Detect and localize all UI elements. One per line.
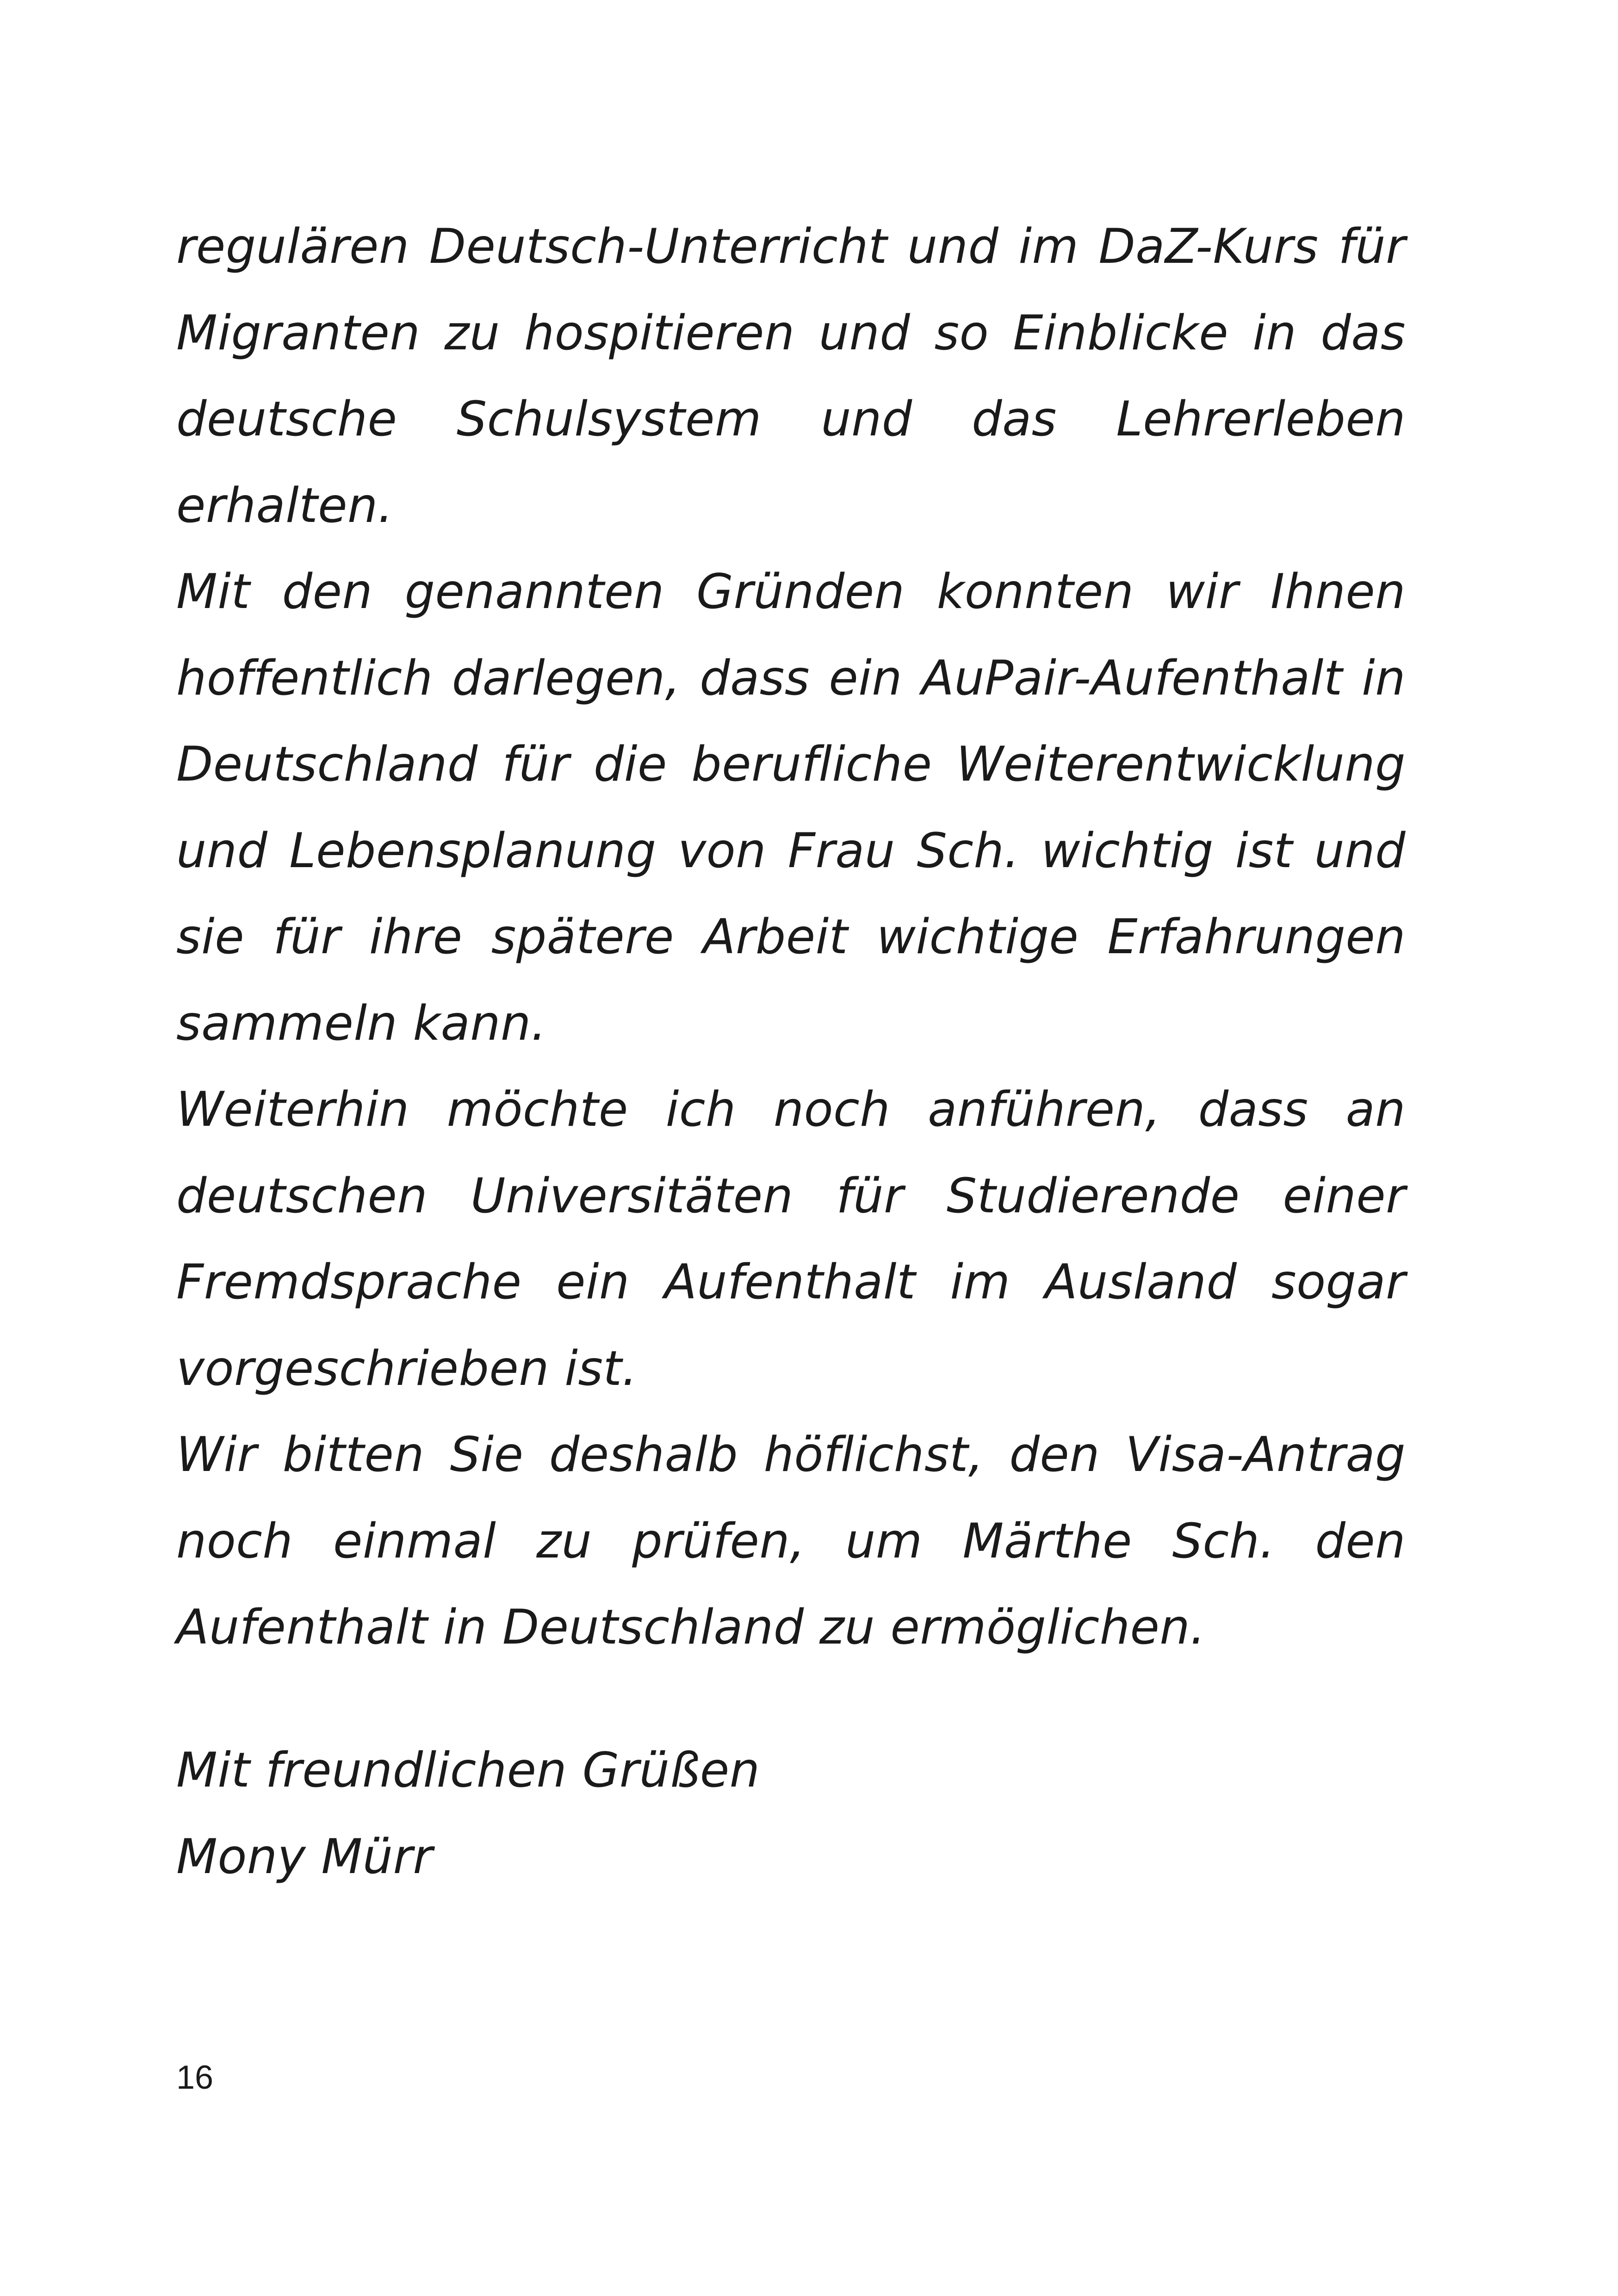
letter-body [176,204,1406,1671]
paragraph-reasons: Mit den genannten Gründen konnten wir Ihnen hoffentlich darlegen, dass ein AuPair-Aufenthalt in Deutschland für die berufliche Weiterentwicklung und Lebensplanung von Frau Sch. wichtig ist und sie für ihre spätere Arbeit wichtige Erfahrungen sammeln kann. [176,564,1406,1051]
signature-name: Mony Mürr [176,1829,433,1885]
closing-greeting: Mit freundlichen Grüßen [176,1743,760,1798]
paragraph-continuation: regulären Deutsch-Unterricht und im DaZ-Kurs für Migranten zu hospitieren und so Einblicke in das deutsche Schulsystem und das Lehrerleben erhalten. [176,219,1406,534]
paragraph-request: Wir bitten Sie deshalb höflichst, den Visa-Antrag noch einmal zu prüfen, um Märthe Sch. den Aufenthalt in Deutschland zu ermöglichen. [176,1427,1406,1655]
paragraph-university: Weiterhin möchte ich noch anführen, dass an deutschen Universitäten für Studierende einer Fremdsprache ein Aufenthalt im Ausland sogar vorgeschrieben ist. [176,1082,1406,1396]
letter-closing [176,1727,1406,1900]
page-number: 16 [176,2059,214,2096]
